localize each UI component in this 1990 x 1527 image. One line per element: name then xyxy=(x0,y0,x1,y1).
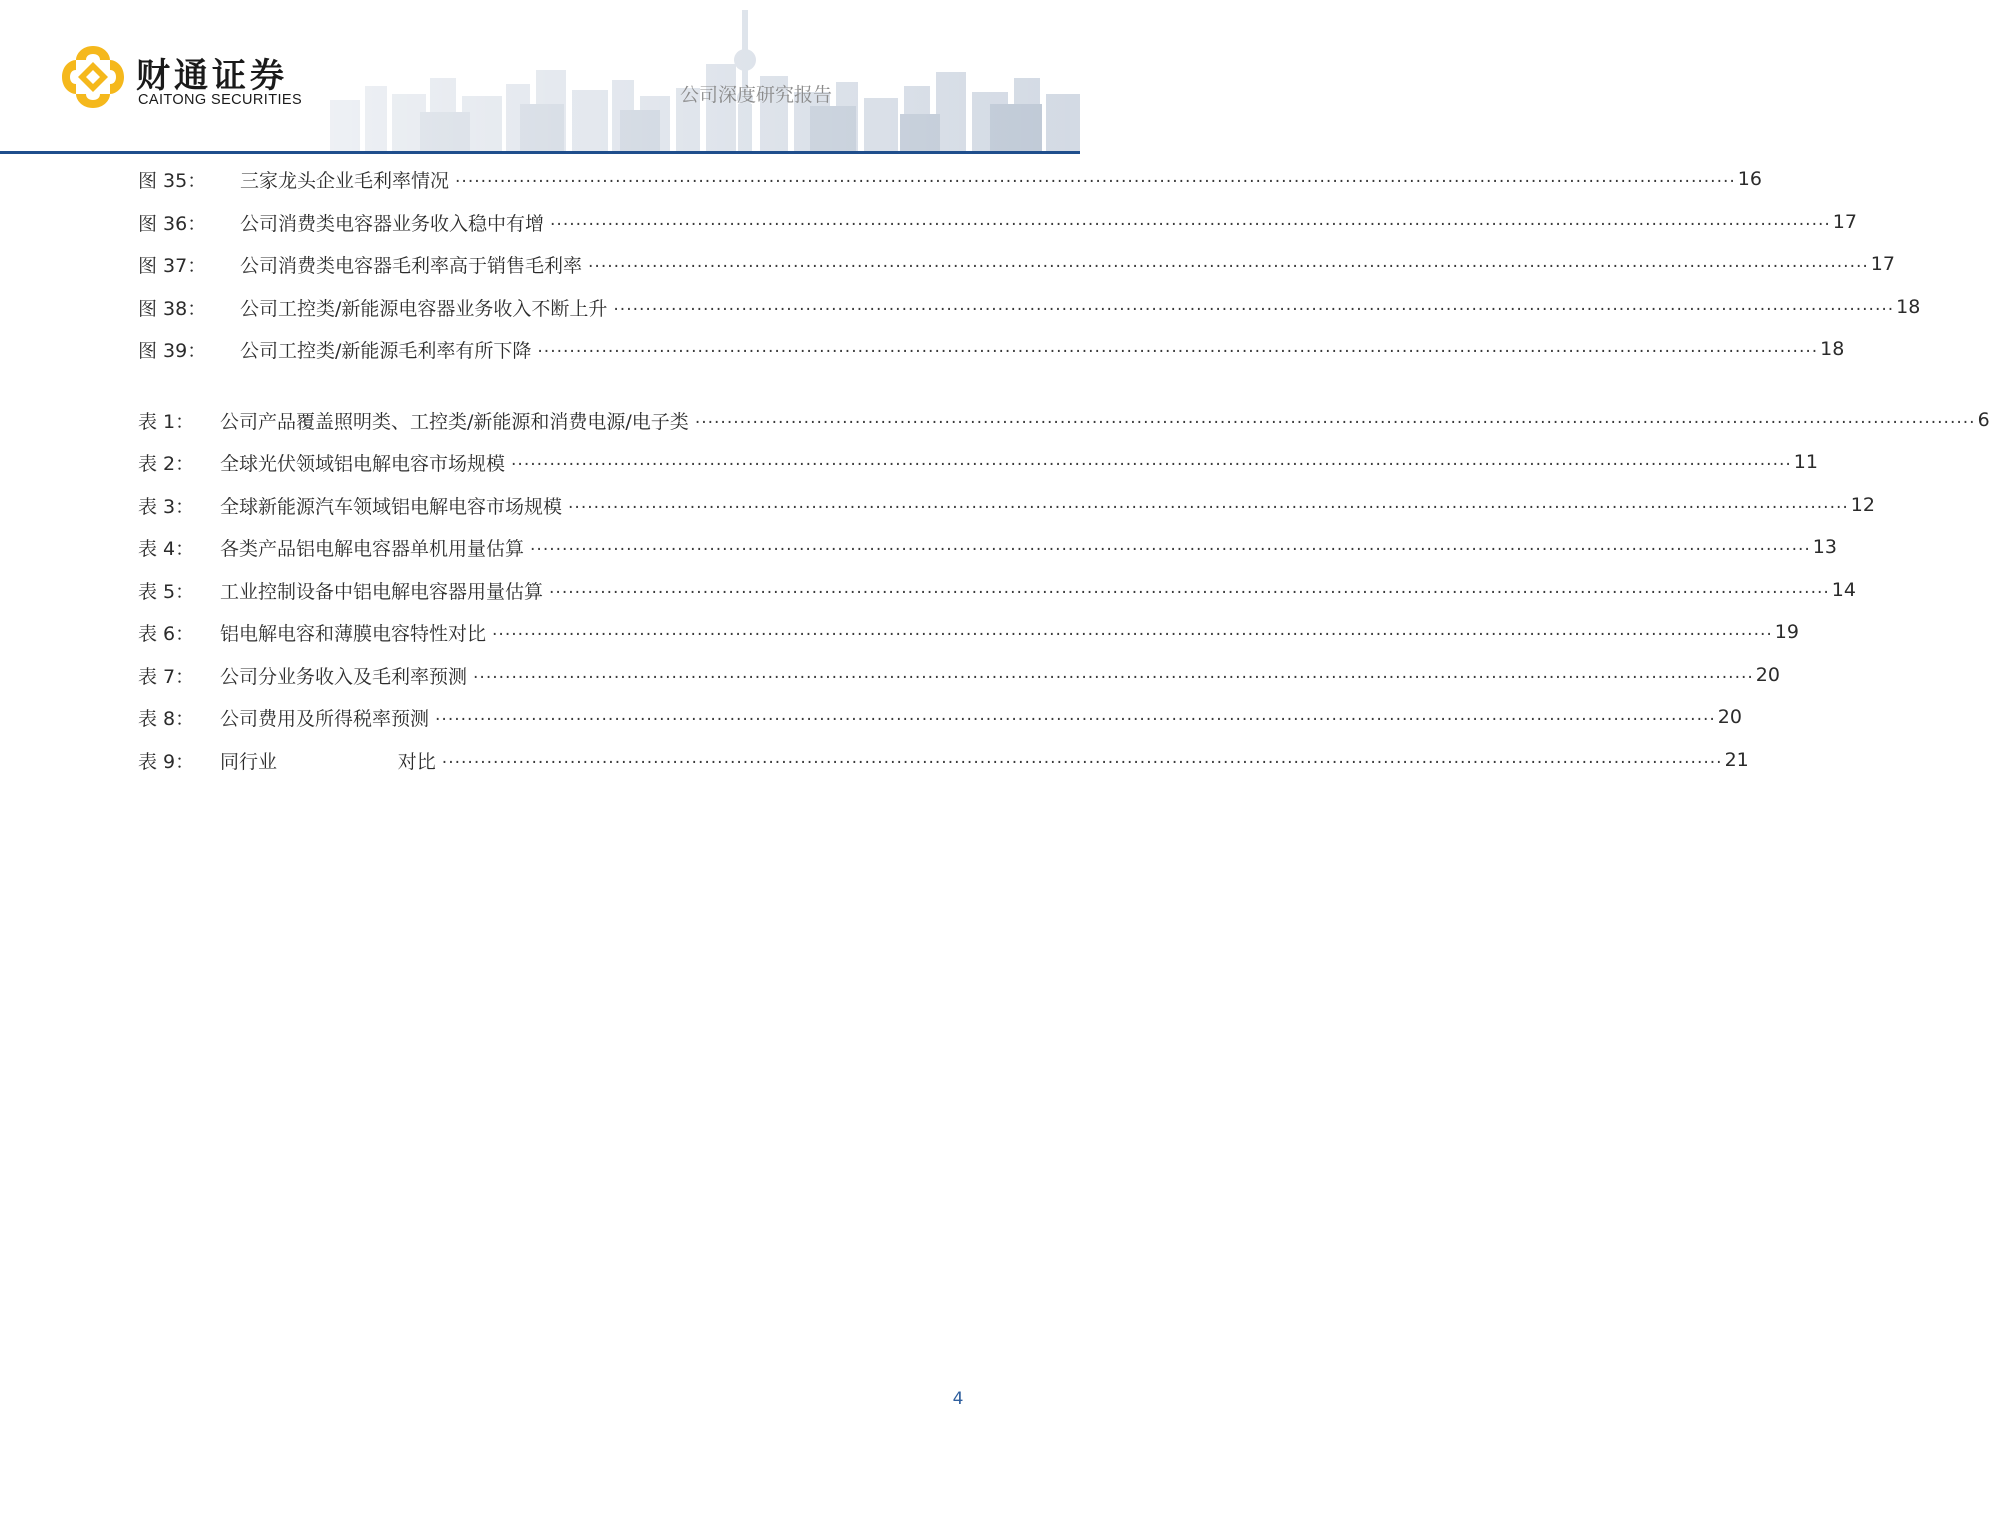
toc-entry[interactable] xyxy=(138,701,1742,733)
toc-leader-dots: ........................................................................................................................................................................................................ xyxy=(435,705,1716,725)
page-header xyxy=(0,0,1080,156)
toc-leader-dots: ........................................................................................................................................................................................................ xyxy=(588,252,1869,272)
toc-entry[interactable] xyxy=(138,744,1749,776)
toc-entry-title: 公司工控类/新能源毛利率有所下降 xyxy=(240,339,532,362)
toc-entry-label: 表 7： xyxy=(138,665,195,688)
header-divider xyxy=(0,151,1080,154)
toc-entry[interactable] xyxy=(138,446,1818,478)
toc-leader-dots: ........................................................................................................................................................................................................ xyxy=(537,337,1819,357)
toc-entry-label: 表 9： xyxy=(138,750,195,773)
toc-entry[interactable] xyxy=(138,574,1856,606)
toc-entry-title: 各类产品铝电解电容器单机用量估算 xyxy=(220,537,525,560)
toc-entry-page: 18 xyxy=(1820,338,1845,360)
toc-entry-page: 6 xyxy=(1977,409,1990,431)
toc-entry-title: 公司工控类/新能源电容器业务收入不断上升 xyxy=(240,297,608,320)
page-number: 4 xyxy=(952,1389,964,1409)
toc-entry-title: 铝电解电容和薄膜电容特性对比 xyxy=(220,622,487,645)
toc-entry-page: 20 xyxy=(1717,706,1742,728)
toc-entry[interactable] xyxy=(138,291,1921,323)
toc-entry-page: 20 xyxy=(1755,664,1780,686)
toc-entry-page: 13 xyxy=(1812,536,1837,558)
toc-entry-title: 公司费用及所得税率预测 xyxy=(220,707,430,730)
toc-entry-title: 公司消费类电容器业务收入稳中有增 xyxy=(240,212,545,235)
toc-entry-title: 同行业 对比 xyxy=(220,750,436,773)
brand-name-cn: 财通证券 xyxy=(136,56,288,96)
toc-entry-title: 公司消费类电容器毛利率高于销售毛利率 xyxy=(240,254,583,277)
toc-entry-title: 公司分业务收入及毛利率预测 xyxy=(220,665,468,688)
toc-entry-page: 14 xyxy=(1831,579,1856,601)
toc-entry-label: 表 5： xyxy=(138,580,195,603)
toc-entry[interactable] xyxy=(138,659,1780,691)
toc-entry-label: 表 1： xyxy=(138,410,195,433)
toc-entry-page: 12 xyxy=(1850,494,1875,516)
toc-leader-dots: ........................................................................................................................................................................................................ xyxy=(694,408,1976,428)
toc-leader-dots: ........................................................................................................................................................................................................ xyxy=(550,210,1831,230)
caitong-emblem-icon xyxy=(60,44,126,110)
toc-entry-label: 表 3： xyxy=(138,495,195,518)
toc-entry-page: 17 xyxy=(1832,211,1857,233)
toc-entry-title: 全球新能源汽车领域铝电解电容市场规模 xyxy=(220,495,563,518)
toc-entry[interactable] xyxy=(138,616,1799,648)
toc-entry-page: 19 xyxy=(1774,621,1799,643)
toc-leader-dots: ........................................................................................................................................................................................................ xyxy=(530,535,1811,555)
toc-entry-label: 表 4： xyxy=(138,537,195,560)
toc-entry-title: 全球光伏领域铝电解电容市场规模 xyxy=(220,452,506,475)
toc-entry-title: 三家龙头企业毛利率情况 xyxy=(240,169,450,192)
toc-entry[interactable] xyxy=(138,404,1990,436)
toc-leader-dots: ........................................................................................................................................................................................................ xyxy=(549,578,1830,598)
toc-leader-dots: ........................................................................................................................................................................................................ xyxy=(441,748,1723,768)
toc-entry[interactable] xyxy=(138,531,1837,563)
toc-entry-label: 表 8： xyxy=(138,707,195,730)
toc-entry[interactable] xyxy=(138,163,1762,195)
toc-leader-dots: ........................................................................................................................................................................................................ xyxy=(473,663,1754,683)
report-type: 公司深度研究报告 xyxy=(680,84,833,106)
toc-leader-dots: ........................................................................................................................................................................................................ xyxy=(568,493,1849,513)
toc-entry-title: 公司产品覆盖照明类、工控类/新能源和消费电源/电子类 xyxy=(220,410,689,433)
caitong-logo xyxy=(60,40,330,120)
brand-name-en: CAITONG SECURITIES xyxy=(138,92,303,108)
toc-entry-label: 表 6： xyxy=(138,622,195,645)
toc-entry-label: 图 37： xyxy=(138,254,207,277)
toc-entry[interactable] xyxy=(138,333,1845,365)
toc-entry-label: 图 38： xyxy=(138,297,207,320)
toc-leader-dots: ........................................................................................................................................................................................................ xyxy=(455,167,1736,187)
toc-leader-dots: ........................................................................................................................................................................................................ xyxy=(492,620,1773,640)
toc-entry-label: 表 2： xyxy=(138,452,195,475)
toc-entry-page: 18 xyxy=(1896,296,1921,318)
toc-entry[interactable] xyxy=(138,248,1895,280)
toc-entry-page: 16 xyxy=(1737,168,1762,190)
toc-entry-label: 图 35： xyxy=(138,169,207,192)
toc-entry-page: 17 xyxy=(1870,253,1895,275)
toc-entry[interactable] xyxy=(138,489,1875,521)
toc-entry-label: 图 39： xyxy=(138,339,207,362)
toc-entry-title: 工业控制设备中铝电解电容器用量估算 xyxy=(220,580,544,603)
toc-entry[interactable] xyxy=(138,206,1857,238)
toc-entry-label: 图 36： xyxy=(138,212,207,235)
toc-leader-dots: ........................................................................................................................................................................................................ xyxy=(511,450,1792,470)
toc-entry-page: 11 xyxy=(1793,451,1818,473)
toc-leader-dots: ........................................................................................................................................................................................................ xyxy=(613,295,1895,315)
toc-entry-page: 21 xyxy=(1724,749,1749,771)
